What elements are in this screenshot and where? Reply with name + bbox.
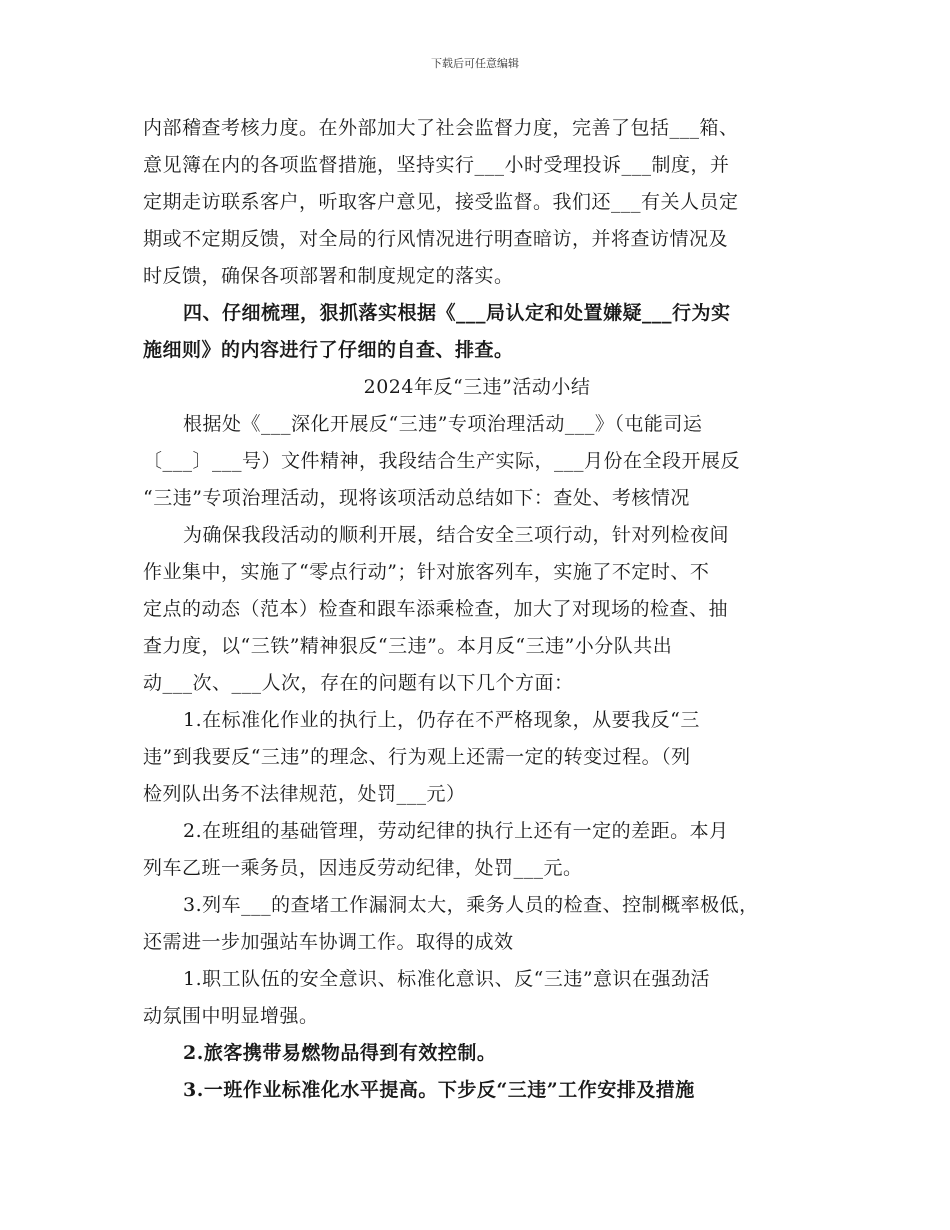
text-line: 1.在标准化作业的执行上，仍存在不严格现象，从要我反“三	[183, 709, 700, 731]
text-line: “三违”专项治理活动，现将该项活动总结如下：查处、考核情况	[143, 487, 690, 509]
text-line: 3.列车___的查堵工作漏洞太大，乘务人员的检查、控制概率极低，	[183, 894, 759, 916]
text-line: 检列队出务不法律规范，处罚___元）	[143, 783, 466, 805]
text-line: 〔___〕___号）文件精神，我段结合生产实际，___月份在全段开展反	[143, 450, 741, 472]
text-line: 意见簿在内的各项监督措施，坚持实行___小时受理投诉___制度，并	[143, 154, 730, 176]
text-line: 动氛围中明显增强。	[143, 1005, 319, 1027]
text-line: 四、仔细梳理，狠抓落实根据《___局认定和处置嫌疑___行为实	[183, 302, 731, 324]
section-title: 2024年反“三违”活动小结	[363, 376, 591, 398]
text-line: 时反馈，确保各项部署和制度规定的落实。	[143, 265, 514, 287]
text-line: 内部稽查考核力度。在外部加大了社会监督力度，完善了包括___箱、	[143, 117, 739, 139]
text-line: 施细则》的内容进行了仔细的自查、排查。	[143, 339, 514, 361]
text-line: 定期走访联系客户，听取客户意见，接受监督。我们还___有关人员定	[143, 191, 739, 213]
text-line: 列车乙班一乘务员，因违反劳动纪律，处罚___元。	[143, 857, 583, 879]
document-body	[143, 110, 811, 1109]
text-line: 为确保我段活动的顺利开展，结合安全三项行动，针对列检夜间	[183, 524, 730, 546]
text-line: 2.在班组的基础管理，劳动纪律的执行上还有一定的差距。本月	[183, 820, 729, 842]
text-line: 3.一班作业标准化水平提高。下步反“三违”工作安排及措施	[183, 1079, 695, 1101]
text-line: 定点的动态（范本）检查和跟车添乘检查，加大了对现场的检查、抽	[143, 598, 729, 620]
text-line: 作业集中，实施了“零点行动”；针对旅客列车，实施了不定时、不	[143, 561, 710, 583]
text-line: 2.旅客携带易燃物品得到有效控制。	[183, 1042, 497, 1064]
text-line: 期或不定期反馈，对全局的行风情况进行明查暗访，并将查访情况及	[143, 228, 729, 250]
text-line: 还需进一步加强站车协调工作。取得的成效	[143, 931, 514, 953]
text-line: 根据处《___深化开展反“三违”专项治理活动___》（屯能司运	[183, 413, 703, 435]
text-line: 动___次、___人次，存在的问题有以下几个方面：	[143, 672, 574, 694]
text-line: 违”到我要反“三违”的理念、行为观上还需一定的转变过程。（列	[143, 746, 691, 768]
text-line: 1.职工队伍的安全意识、标准化意识、反“三违”意识在强劲活	[183, 968, 711, 990]
text-line: 查力度，以“三铁”精神狠反“三违”。本月反“三违”小分队共出	[143, 635, 673, 657]
page-header: 下载后可任意编辑	[431, 57, 519, 70]
